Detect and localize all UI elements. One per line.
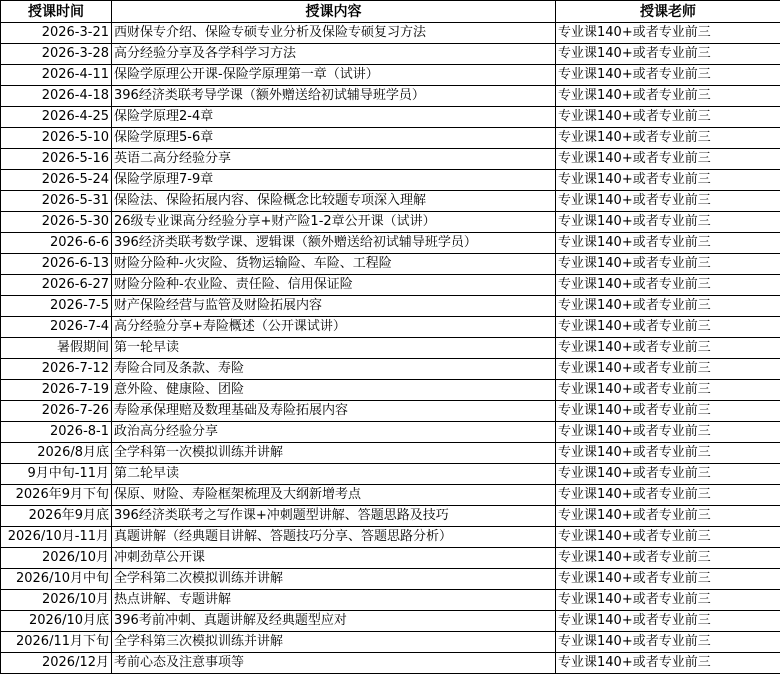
table-row bbox=[1, 107, 780, 128]
content-cell[interactable]: 热点讲解、专题讲解 bbox=[112, 590, 556, 611]
header-row bbox=[1, 1, 780, 23]
table-row bbox=[1, 296, 780, 317]
date-cell[interactable]: 2026-4-18 bbox=[1, 86, 112, 107]
teacher-cell[interactable]: 专业课140+或者专业前三 bbox=[556, 506, 780, 527]
table-row bbox=[1, 275, 780, 296]
content-cell[interactable]: 意外险、健康险、团险 bbox=[112, 380, 556, 401]
date-cell[interactable]: 2026-4-25 bbox=[1, 107, 112, 128]
content-cell[interactable]: 全学科第二次模拟训练并讲解 bbox=[112, 569, 556, 590]
teacher-cell[interactable]: 专业课140+或者专业前三 bbox=[556, 107, 780, 128]
teacher-cell[interactable]: 专业课140+或者专业前三 bbox=[556, 86, 780, 107]
table-row bbox=[1, 506, 780, 527]
content-cell[interactable]: 26级专业课高分经验分享+财产险1-2章公开课（试讲） bbox=[112, 212, 556, 233]
date-cell[interactable]: 暑假期间 bbox=[1, 338, 112, 359]
teacher-cell[interactable]: 专业课140+或者专业前三 bbox=[556, 170, 780, 191]
content-cell[interactable]: 寿险承保理赔及数理基础及寿险拓展内容 bbox=[112, 401, 556, 422]
content-cell[interactable]: 全学科第一次模拟训练并讲解 bbox=[112, 443, 556, 464]
teacher-cell[interactable]: 专业课140+或者专业前三 bbox=[556, 422, 780, 443]
date-cell[interactable]: 2026-5-30 bbox=[1, 212, 112, 233]
teacher-cell[interactable]: 专业课140+或者专业前三 bbox=[556, 632, 780, 653]
content-cell[interactable]: 冲刺劲草公开课 bbox=[112, 548, 556, 569]
teacher-cell[interactable]: 专业课140+或者专业前三 bbox=[556, 464, 780, 485]
date-cell[interactable]: 2026/11月下旬 bbox=[1, 632, 112, 653]
date-cell[interactable]: 2026-3-21 bbox=[1, 23, 112, 44]
content-cell[interactable]: 保险法、保险拓展内容、保险概念比较题专项深入理解 bbox=[112, 191, 556, 212]
teacher-cell[interactable]: 专业课140+或者专业前三 bbox=[556, 401, 780, 422]
content-cell[interactable]: 保险学原理公开课-保险学原理第一章（试讲） bbox=[112, 65, 556, 86]
table-row bbox=[1, 569, 780, 590]
date-cell[interactable]: 2026年9月底 bbox=[1, 506, 112, 527]
content-cell[interactable]: 保原、财险、寿险框架梳理及大纲新增考点 bbox=[112, 485, 556, 506]
content-cell[interactable]: 保险学原理7-9章 bbox=[112, 170, 556, 191]
date-cell[interactable]: 2026-3-28 bbox=[1, 44, 112, 65]
table-row bbox=[1, 464, 780, 485]
teacher-cell[interactable]: 专业课140+或者专业前三 bbox=[556, 653, 780, 674]
date-cell[interactable]: 2026-6-13 bbox=[1, 254, 112, 275]
date-cell[interactable]: 2026-7-12 bbox=[1, 359, 112, 380]
date-cell[interactable]: 2026/10月-11月 bbox=[1, 527, 112, 548]
teacher-cell[interactable]: 专业课140+或者专业前三 bbox=[556, 65, 780, 86]
teacher-cell[interactable]: 专业课140+或者专业前三 bbox=[556, 149, 780, 170]
content-cell[interactable]: 英语二高分经验分享 bbox=[112, 149, 556, 170]
table-row bbox=[1, 653, 780, 674]
teacher-cell[interactable]: 专业课140+或者专业前三 bbox=[556, 443, 780, 464]
table-row bbox=[1, 401, 780, 422]
header-content[interactable]: 授课内容 bbox=[112, 1, 556, 23]
content-cell[interactable]: 保险学原理2-4章 bbox=[112, 107, 556, 128]
teacher-cell[interactable]: 专业课140+或者专业前三 bbox=[556, 275, 780, 296]
table-row bbox=[1, 485, 780, 506]
content-cell[interactable]: 考前心态及注意事项等 bbox=[112, 653, 556, 674]
teacher-cell[interactable]: 专业课140+或者专业前三 bbox=[556, 317, 780, 338]
teacher-cell[interactable]: 专业课140+或者专业前三 bbox=[556, 128, 780, 149]
table-row bbox=[1, 191, 780, 212]
table-row bbox=[1, 44, 780, 65]
content-cell[interactable]: 保险学原理5-6章 bbox=[112, 128, 556, 149]
date-cell[interactable]: 2026-5-24 bbox=[1, 170, 112, 191]
content-cell[interactable]: 高分经验分享及各学科学习方法 bbox=[112, 44, 556, 65]
content-cell[interactable]: 396经济类联考数学课、逻辑课（额外赠送给初试辅导班学员） bbox=[112, 233, 556, 254]
content-cell[interactable]: 财险分险种-农业险、责任险、信用保证险 bbox=[112, 275, 556, 296]
content-cell[interactable]: 396经济类联考之写作课+冲刺题型讲解、答题思路及技巧 bbox=[112, 506, 556, 527]
date-cell[interactable]: 2026-5-16 bbox=[1, 149, 112, 170]
date-cell[interactable]: 2026-7-26 bbox=[1, 401, 112, 422]
date-cell[interactable]: 2026-5-10 bbox=[1, 128, 112, 149]
teacher-cell[interactable]: 专业课140+或者专业前三 bbox=[556, 485, 780, 506]
table-row bbox=[1, 359, 780, 380]
table-body bbox=[1, 23, 780, 674]
date-cell[interactable]: 2026年9月下旬 bbox=[1, 485, 112, 506]
date-cell[interactable]: 2026-6-27 bbox=[1, 275, 112, 296]
content-cell[interactable]: 第二轮早读 bbox=[112, 464, 556, 485]
table-row bbox=[1, 149, 780, 170]
table-row bbox=[1, 422, 780, 443]
table-row bbox=[1, 233, 780, 254]
date-cell[interactable]: 2026-5-31 bbox=[1, 191, 112, 212]
teacher-cell[interactable]: 专业课140+或者专业前三 bbox=[556, 380, 780, 401]
content-cell[interactable]: 高分经验分享+寿险概述（公开课试讲） bbox=[112, 317, 556, 338]
teacher-cell[interactable]: 专业课140+或者专业前三 bbox=[556, 590, 780, 611]
content-cell[interactable]: 寿险合同及条款、寿险 bbox=[112, 359, 556, 380]
date-cell[interactable]: 2026-7-4 bbox=[1, 317, 112, 338]
date-cell[interactable]: 2026-7-19 bbox=[1, 380, 112, 401]
date-cell[interactable]: 2026/10月 bbox=[1, 590, 112, 611]
header-teacher[interactable]: 授课老师 bbox=[556, 1, 780, 23]
teacher-cell[interactable]: 专业课140+或者专业前三 bbox=[556, 254, 780, 275]
date-cell[interactable]: 2026-7-5 bbox=[1, 296, 112, 317]
teacher-cell[interactable]: 专业课140+或者专业前三 bbox=[556, 44, 780, 65]
table-row bbox=[1, 527, 780, 548]
teacher-cell[interactable]: 专业课140+或者专业前三 bbox=[556, 296, 780, 317]
date-cell[interactable]: 2026/10月 bbox=[1, 548, 112, 569]
teacher-cell[interactable]: 专业课140+或者专业前三 bbox=[556, 527, 780, 548]
content-cell[interactable]: 政治高分经验分享 bbox=[112, 422, 556, 443]
date-cell[interactable]: 2026-6-6 bbox=[1, 233, 112, 254]
teacher-cell[interactable]: 专业课140+或者专业前三 bbox=[556, 611, 780, 632]
table-row bbox=[1, 590, 780, 611]
table-row bbox=[1, 632, 780, 653]
table-row bbox=[1, 65, 780, 86]
date-cell[interactable]: 2026-4-11 bbox=[1, 65, 112, 86]
table-row bbox=[1, 170, 780, 191]
date-cell[interactable]: 2026-8-1 bbox=[1, 422, 112, 443]
date-cell[interactable]: 2026/10月中旬 bbox=[1, 569, 112, 590]
table-row bbox=[1, 254, 780, 275]
content-cell[interactable]: 全学科第三次模拟训练并讲解 bbox=[112, 632, 556, 653]
table-row bbox=[1, 380, 780, 401]
table-row bbox=[1, 338, 780, 359]
table-row bbox=[1, 212, 780, 233]
table-row bbox=[1, 443, 780, 464]
teacher-cell[interactable]: 专业课140+或者专业前三 bbox=[556, 338, 780, 359]
content-cell[interactable]: 第一轮早读 bbox=[112, 338, 556, 359]
content-cell[interactable]: 真题讲解（经典题目讲解、答题技巧分享、答题思路分析） bbox=[112, 527, 556, 548]
table-row bbox=[1, 128, 780, 149]
table-row bbox=[1, 611, 780, 632]
date-cell[interactable]: 9月中旬-11月 bbox=[1, 464, 112, 485]
teacher-cell[interactable]: 专业课140+或者专业前三 bbox=[556, 233, 780, 254]
teacher-cell[interactable]: 专业课140+或者专业前三 bbox=[556, 359, 780, 380]
table-row bbox=[1, 86, 780, 107]
teacher-cell[interactable]: 专业课140+或者专业前三 bbox=[556, 569, 780, 590]
content-cell[interactable]: 西财保专介绍、保险专硕专业分析及保险专硕复习方法 bbox=[112, 23, 556, 44]
table-row bbox=[1, 548, 780, 569]
teacher-cell[interactable]: 专业课140+或者专业前三 bbox=[556, 548, 780, 569]
teacher-cell[interactable]: 专业课140+或者专业前三 bbox=[556, 191, 780, 212]
table-row bbox=[1, 23, 780, 44]
teacher-cell[interactable]: 专业课140+或者专业前三 bbox=[556, 212, 780, 233]
content-cell[interactable]: 396经济类联考导学课（额外赠送给初试辅导班学员） bbox=[112, 86, 556, 107]
content-cell[interactable]: 396考前冲刺、真题讲解及经典题型应对 bbox=[112, 611, 556, 632]
content-cell[interactable]: 财产保险经营与监管及财险拓展内容 bbox=[112, 296, 556, 317]
content-cell[interactable]: 财险分险种-火灾险、货物运输险、车险、工程险 bbox=[112, 254, 556, 275]
date-cell[interactable]: 2026/10月底 bbox=[1, 611, 112, 632]
teacher-cell[interactable]: 专业课140+或者专业前三 bbox=[556, 23, 780, 44]
table-row bbox=[1, 317, 780, 338]
header-date[interactable]: 授课时间 bbox=[1, 1, 112, 23]
date-cell[interactable]: 2026/8月底 bbox=[1, 443, 112, 464]
date-cell[interactable]: 2026/12月 bbox=[1, 653, 112, 674]
